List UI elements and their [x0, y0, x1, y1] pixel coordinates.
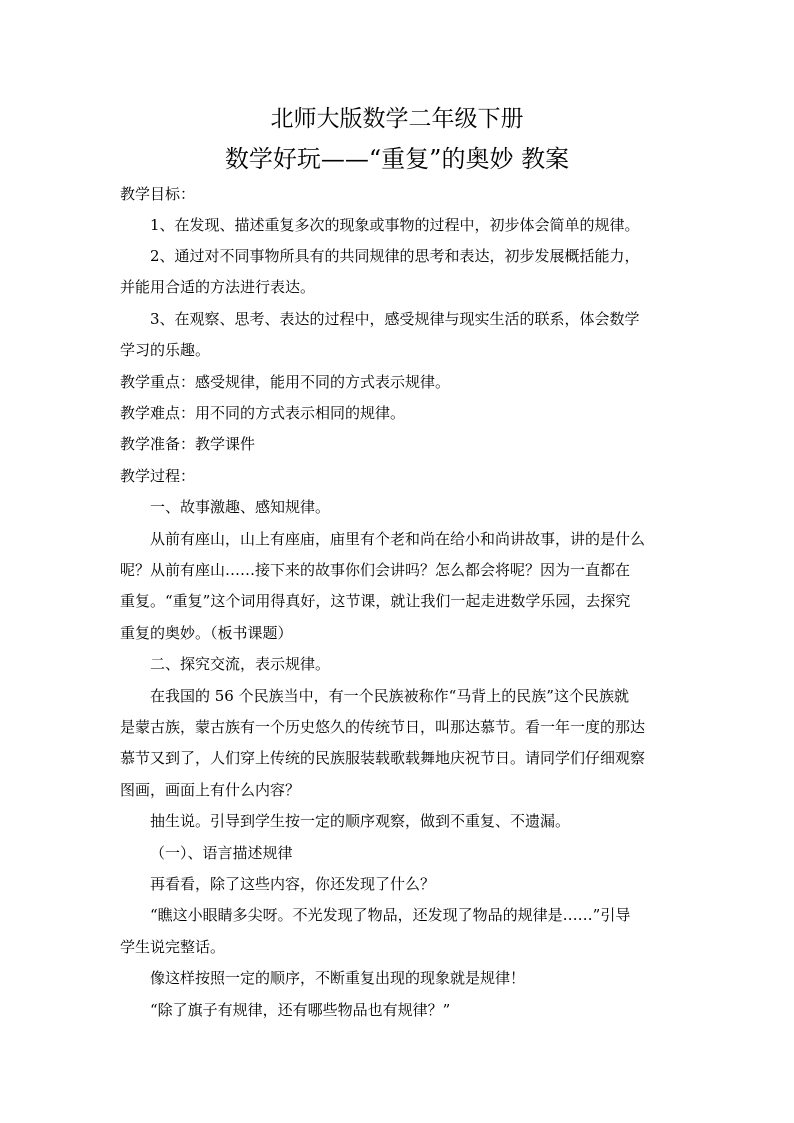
- section-1-heading: 一、故事激趣、感知规律。: [150, 498, 331, 516]
- goal-2: 2、通过对不同事物所具有的共同规律的思考和表达，初步发展概括能力，: [150, 247, 640, 265]
- teaching-difficulty: 教学难点：用不同的方式表示相同的规律。: [120, 404, 406, 422]
- heading-teaching-goals: 教学目标：: [120, 185, 196, 203]
- section-2-heading: 二、探究交流，表示规律。: [150, 655, 331, 673]
- document-subtitle: 数学好玩——“重复”的奥妙 教案: [224, 145, 570, 173]
- final-question: “除了旗子有规律，还有哪些物品也有规律？”: [150, 1001, 451, 1019]
- heading-teaching-process: 教学过程：: [120, 467, 196, 485]
- question-paragraph: 再看看，除了这些内容，你还发现了什么？: [150, 875, 436, 893]
- rule-definition: 像这样按照一定的顺序，不断重复出现的现象就是规律！: [150, 969, 526, 987]
- goal-2-continued: 并能用合适的方法进行表达。: [120, 278, 316, 296]
- teaching-preparation: 教学准备：教学课件: [120, 435, 256, 453]
- quote-paragraph-line: 学生说完整话。: [120, 938, 226, 956]
- story-paragraph-line: 重复的奥妙。（板书课题）: [120, 624, 293, 642]
- subsection-1-heading: （一）、语言描述规律: [150, 844, 293, 862]
- quote-paragraph: “瞧这小眼睛多尖呀。不光发现了物品，还发现了物品的规律是……”引导: [150, 906, 631, 924]
- story-paragraph-line: 重复。“重复”这个词用得真好，这节课，就让我们一起走进数学乐园，去探究: [120, 592, 631, 610]
- festival-paragraph-line: 图画，画面上有什么内容？: [120, 781, 301, 799]
- story-paragraph-line: 呢？从前有座山……接下来的故事你们会讲吗？怎么都会将呢？因为一直都在: [120, 561, 631, 579]
- goal-1: 1、在发现、描述重复多次的现象或事物的过程中，初步体会简单的规律。: [150, 216, 640, 234]
- festival-paragraph-line: 慕节又到了，人们穿上传统的民族服装载歌载舞地庆祝节日。请同学们仔细观察: [120, 749, 646, 767]
- teaching-focus: 教学重点：感受规律，能用不同的方式表示规律。: [120, 373, 451, 391]
- festival-paragraph-line: 是蒙古族，蒙古族有一个历史悠久的传统节日，叫那达慕节。看一年一度的那达: [120, 718, 646, 736]
- festival-paragraph: 在我国的 56 个民族当中，有一个民族被称作“马背上的民族”这个民族就: [150, 687, 629, 705]
- document-title: 北师大版数学二年级下册: [270, 106, 524, 132]
- story-paragraph: 从前有座山，山上有座庙，庙里有个老和尚在给小和尚讲故事，讲的是什么: [150, 530, 646, 548]
- goal-3: 3、在观察、思考、表达的过程中，感受规律与现实生活的联系，体会数学: [150, 310, 640, 328]
- goal-3-continued: 学习的乐趣。: [120, 341, 211, 359]
- observation-paragraph: 抽生说。引导到学生按一定的顺序观察，做到不重复、不遗漏。: [150, 812, 571, 830]
